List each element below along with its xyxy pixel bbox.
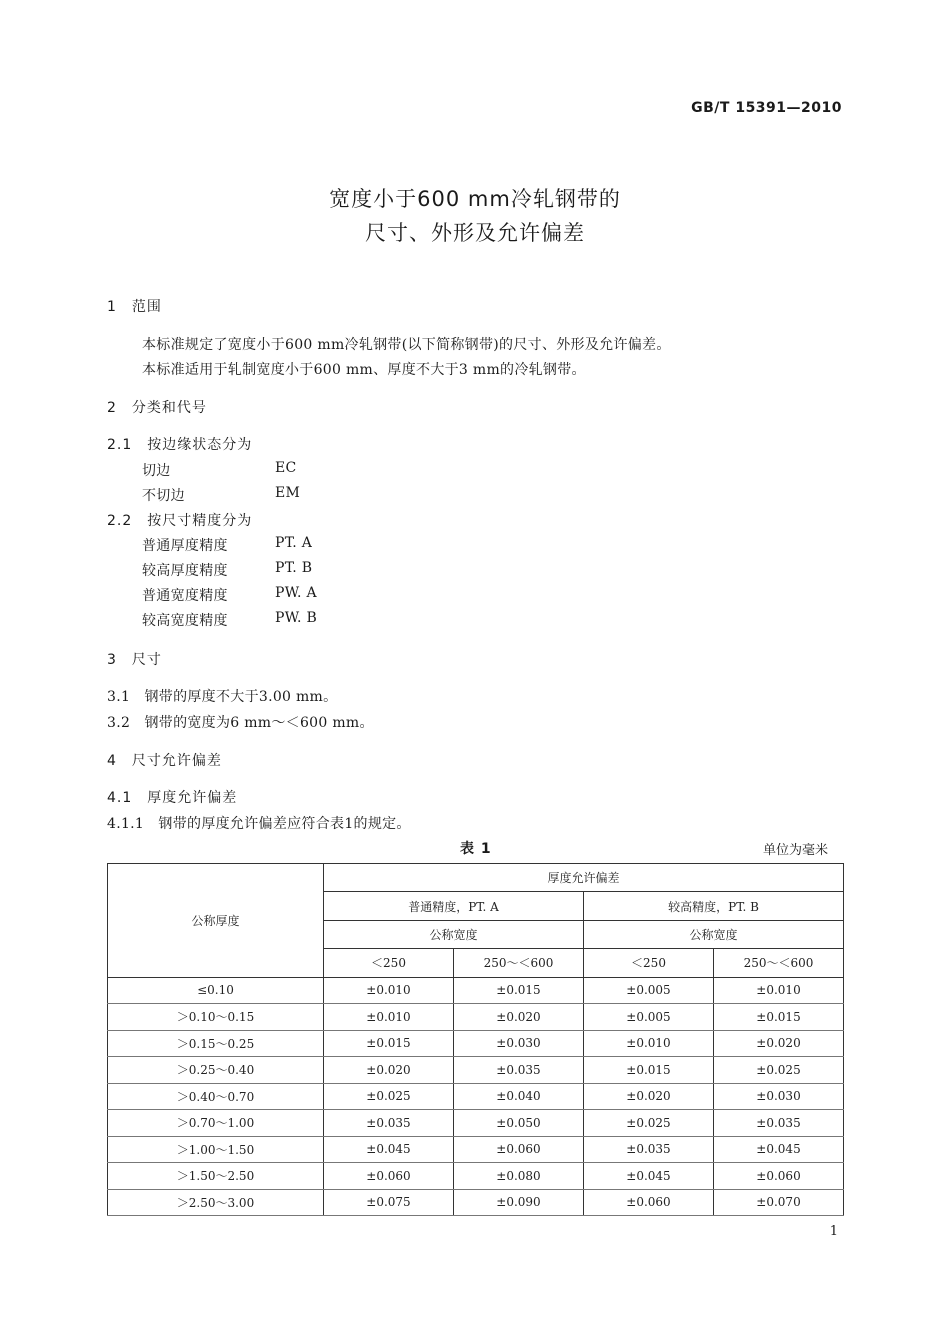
table-cell: ±0.045	[714, 1136, 844, 1163]
table-cell: ±0.015	[324, 1030, 454, 1057]
header-width-range: 250～＜600	[714, 949, 844, 977]
table-row	[108, 1163, 844, 1190]
table-cell: ＞1.00～1.50	[108, 1136, 324, 1163]
table-cell: ±0.035	[584, 1136, 714, 1163]
table-cell: ±0.030	[454, 1030, 584, 1057]
table-unit-note: 单位为毫米	[762, 843, 828, 858]
header-nominal-width: 公称宽度	[584, 920, 844, 948]
table-cell: ±0.010	[324, 1004, 454, 1031]
table-cell: ±0.005	[584, 977, 714, 1004]
section-4-heading: 4 尺寸允许偏差	[107, 753, 222, 769]
precision-code: PT. A	[275, 535, 313, 551]
table-cell: ±0.045	[584, 1163, 714, 1190]
table-row	[108, 1004, 844, 1031]
table-row	[108, 1110, 844, 1137]
precision-code: PW. A	[275, 585, 317, 601]
header-nominal-thickness: 公称厚度	[108, 864, 324, 978]
section-1-paragraph-1: 本标准规定了宽度小于600 mm冷轧钢带(以下简称钢带)的尺寸、外形及允许偏差。	[142, 337, 671, 353]
table-cell: ±0.025	[584, 1110, 714, 1137]
table-row	[108, 1189, 844, 1216]
edge-type-code: EM	[275, 485, 301, 501]
table-cell: ±0.010	[324, 977, 454, 1004]
table-cell: ±0.020	[324, 1057, 454, 1084]
precision-code: PW. B	[275, 610, 318, 626]
header-width-range: 250～＜600	[454, 949, 584, 977]
table-cell: ±0.035	[324, 1110, 454, 1137]
table-cell: ±0.025	[714, 1057, 844, 1084]
table-caption: 表 1	[460, 841, 492, 857]
precision-name: 较高宽度精度	[142, 613, 228, 629]
table-cell: ±0.035	[454, 1057, 584, 1084]
table-cell: ±0.010	[584, 1030, 714, 1057]
table-cell: ±0.075	[324, 1189, 454, 1216]
section-4-1-heading: 4.1 厚度允许偏差	[107, 790, 238, 806]
table-cell: ≤0.10	[108, 977, 324, 1004]
table-cell: ＞0.15～0.25	[108, 1030, 324, 1057]
precision-name: 较高厚度精度	[142, 563, 228, 579]
header-nominal-width: 公称宽度	[324, 920, 584, 948]
table-cell: ±0.045	[324, 1136, 454, 1163]
edge-type-code: EC	[275, 460, 297, 476]
table-cell: ±0.060	[714, 1163, 844, 1190]
table-cell: ±0.060	[324, 1163, 454, 1190]
table-cell: ±0.030	[714, 1083, 844, 1110]
precision-code: PT. B	[275, 560, 313, 576]
table-cell: ±0.060	[584, 1189, 714, 1216]
table-cell: ±0.080	[454, 1163, 584, 1190]
table-row	[108, 977, 844, 1004]
table-row	[108, 1030, 844, 1057]
document-title-line-2: 尺寸、外形及允许偏差	[365, 221, 585, 245]
table-cell: ±0.050	[454, 1110, 584, 1137]
precision-name: 普通宽度精度	[142, 588, 228, 604]
table-cell: ＞0.25～0.40	[108, 1057, 324, 1084]
header-thickness-tolerance: 厚度允许偏差	[324, 864, 844, 892]
table-cell: ±0.060	[454, 1136, 584, 1163]
table-cell: ±0.020	[714, 1030, 844, 1057]
header-normal-precision: 普通精度，PT. A	[324, 892, 584, 920]
table-cell: ±0.040	[454, 1083, 584, 1110]
table-cell: ±0.090	[454, 1189, 584, 1216]
table-cell: ±0.015	[584, 1057, 714, 1084]
section-2-2-heading: 2.2 按尺寸精度分为	[107, 513, 253, 529]
table-cell: ＞2.50～3.00	[108, 1189, 324, 1216]
table-cell: ±0.070	[714, 1189, 844, 1216]
table-cell: ＞0.40～0.70	[108, 1083, 324, 1110]
table-cell: ＞1.50～2.50	[108, 1163, 324, 1190]
section-4-1-1-text: 4.1.1 钢带的厚度允许偏差应符合表1的规定。	[107, 816, 411, 832]
page-number: 1	[829, 1224, 838, 1239]
table-cell: ±0.005	[584, 1004, 714, 1031]
table-cell: ±0.035	[714, 1110, 844, 1137]
standard-number: GB/T 15391—2010	[691, 100, 842, 116]
section-2-heading: 2 分类和代号	[107, 400, 207, 416]
header-width-range: ＜250	[324, 949, 454, 977]
section-3-1-text: 3.1 钢带的厚度不大于3.00 mm。	[107, 689, 338, 705]
table-cell: ±0.025	[324, 1083, 454, 1110]
section-3-2-text: 3.2 钢带的宽度为6 mm～＜600 mm。	[107, 715, 374, 731]
header-high-precision: 较高精度，PT. B	[584, 892, 844, 920]
thickness-tolerance-table	[107, 863, 844, 1216]
table-cell: ±0.020	[584, 1083, 714, 1110]
section-1-heading: 1 范围	[107, 299, 162, 315]
section-2-1-heading: 2.1 按边缘状态分为	[107, 437, 253, 453]
section-1-paragraph-2: 本标准适用于轧制宽度小于600 mm、厚度不大于3 mm的冷轧钢带。	[142, 362, 586, 378]
edge-type-name: 切边	[142, 463, 171, 479]
document-title-line-1: 宽度小于600 mm冷轧钢带的	[329, 187, 621, 211]
table-cell: ＞0.70～1.00	[108, 1110, 324, 1137]
table-cell: ±0.015	[454, 977, 584, 1004]
table-row	[108, 1057, 844, 1084]
table-row	[108, 1083, 844, 1110]
table-cell: ±0.020	[454, 1004, 584, 1031]
header-width-range: ＜250	[584, 949, 714, 977]
table-cell: ±0.015	[714, 1004, 844, 1031]
table-row	[108, 1136, 844, 1163]
section-3-heading: 3 尺寸	[107, 652, 162, 668]
edge-type-name: 不切边	[142, 488, 185, 504]
precision-name: 普通厚度精度	[142, 538, 228, 554]
table-cell: ＞0.10～0.15	[108, 1004, 324, 1031]
table-cell: ±0.010	[714, 977, 844, 1004]
